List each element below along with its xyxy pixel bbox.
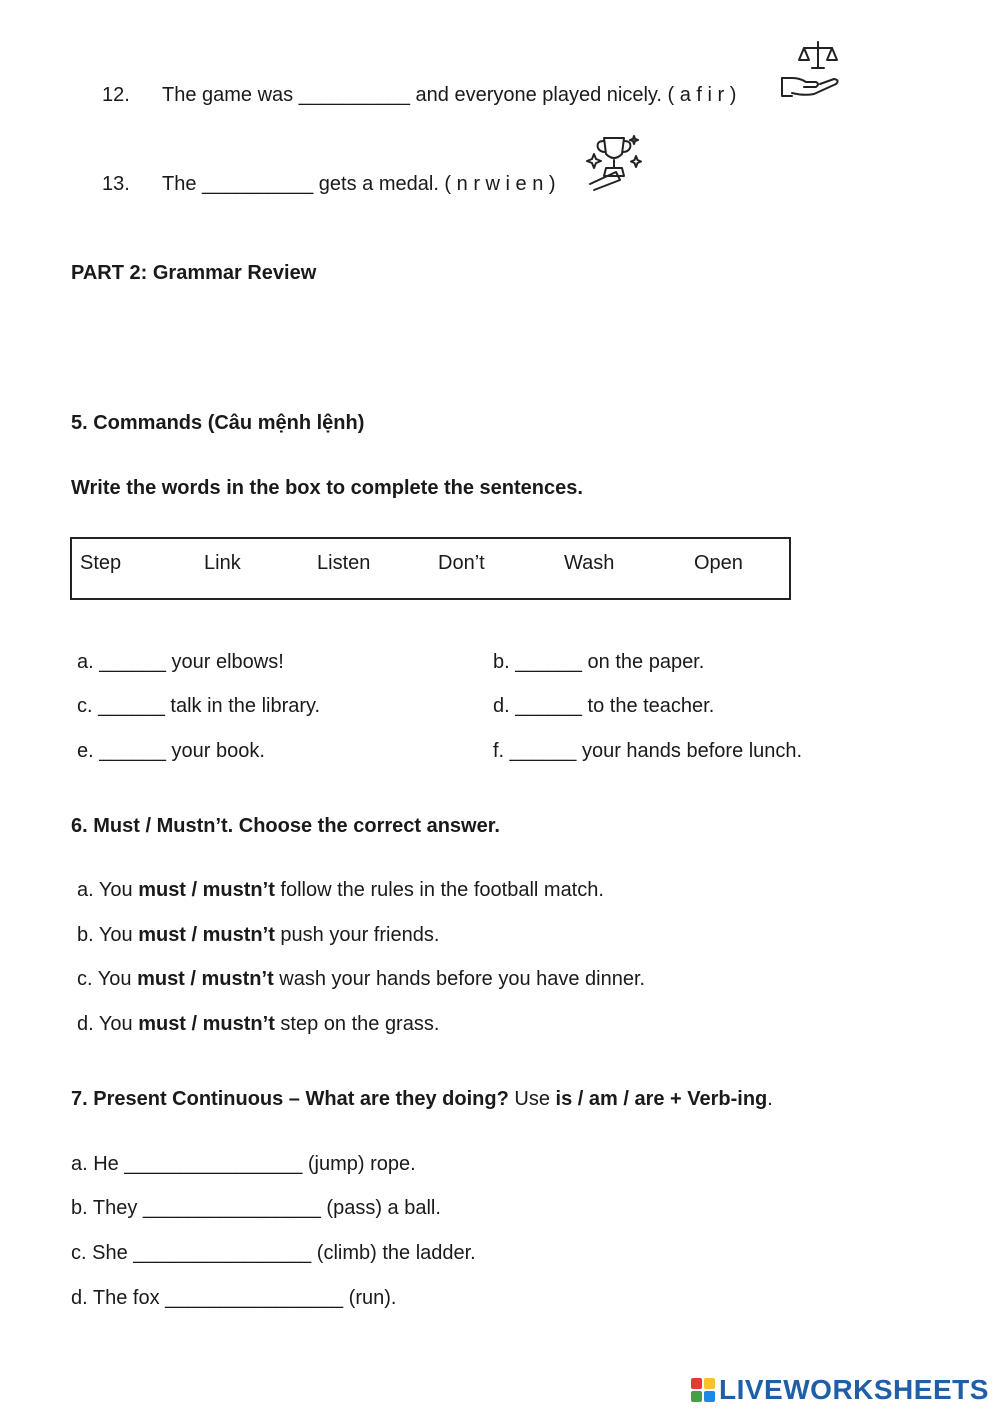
must-item-b [77, 924, 439, 947]
logo-mark-square-2 [704, 1378, 715, 1389]
section-5-instruction: Write the words in the box to complete the sentences. [71, 477, 583, 499]
must-item-d [77, 1013, 439, 1036]
continuous-item-b: b. They ________________ (pass) a ball. [71, 1197, 441, 1219]
must-item-d-choice: must / mustn’t [138, 1013, 275, 1035]
section-7-title-bold: 7. Present Continuous – What are they doing? [71, 1088, 509, 1110]
must-item-a-post: follow the rules in the football match. [274, 879, 604, 901]
box-word-step: Step [80, 552, 122, 574]
must-item-b-pre: b. You [77, 924, 139, 946]
commands-item-b: b. ______ on the paper. [493, 651, 705, 673]
commands-item-f: f. ______ your hands before lunch. [493, 740, 803, 762]
section-5-title: 5. Commands (Câu mệnh lệnh) [71, 412, 365, 434]
must-item-a-choice: must / mustn’t [138, 879, 275, 901]
item-13-number: 13. [102, 173, 130, 195]
box-word-listen: Listen [317, 552, 371, 574]
logo-mark-square-3 [691, 1391, 702, 1402]
liveworksheets-logo [691, 1374, 991, 1406]
must-item-d-post: step on the grass. [274, 1013, 440, 1035]
item-12-number: 12. [102, 84, 130, 106]
word-box [70, 537, 791, 600]
must-item-d-pre: d. You [77, 1013, 139, 1035]
part-2-title: PART 2: Grammar Review [71, 262, 317, 284]
section-6-title: 6. Must / Mustn’t. Choose the correct answer. [71, 815, 500, 837]
section-7-title-use: Use [508, 1088, 556, 1110]
box-word-wash: Wash [564, 552, 615, 574]
must-item-b-choice: must / mustn’t [138, 924, 275, 946]
must-item-c-choice: must / mustn’t [137, 968, 274, 990]
must-item-c-post: wash your hands before you have dinner. [273, 968, 646, 990]
must-item-a-pre: a. You [77, 879, 139, 901]
box-word-dont: Don’t [438, 552, 485, 574]
logo-mark-square-4 [704, 1391, 715, 1402]
commands-item-c: c. ______ talk in the library. [77, 695, 321, 717]
commands-item-d: d. ______ to the teacher. [493, 695, 715, 717]
trophy-icon [586, 132, 646, 192]
continuous-item-a: a. He ________________ (jump) rope. [71, 1153, 416, 1175]
commands-item-e: e. ______ your book. [77, 740, 265, 762]
must-item-a [77, 879, 604, 902]
logo-mark-icon [691, 1378, 715, 1402]
item-12-text: The game was __________ and everyone played nicely. ( a f i r ) [162, 84, 737, 106]
section-7-title-end: . [767, 1088, 773, 1110]
must-item-c [77, 968, 645, 991]
item-13-text: The __________ gets a medal. ( n r w i e n ) [162, 173, 556, 195]
continuous-item-c: c. She ________________ (climb) the ladder. [71, 1242, 476, 1264]
logo-mark-square-1 [691, 1378, 702, 1389]
box-word-open: Open [694, 552, 743, 574]
section-7-title [71, 1088, 773, 1111]
must-item-c-pre: c. You [77, 968, 138, 990]
section-7-title-form: is / am / are + Verb-ing [555, 1088, 768, 1110]
commands-item-a: a. ______ your elbows! [77, 651, 284, 673]
must-item-b-post: push your friends. [274, 924, 440, 946]
continuous-item-d: d. The fox ________________ (run). [71, 1287, 397, 1309]
logo-text: LIVEWORKSHEETS [719, 1374, 989, 1405]
scales-hand-icon [778, 38, 842, 100]
box-word-link: Link [204, 552, 241, 574]
